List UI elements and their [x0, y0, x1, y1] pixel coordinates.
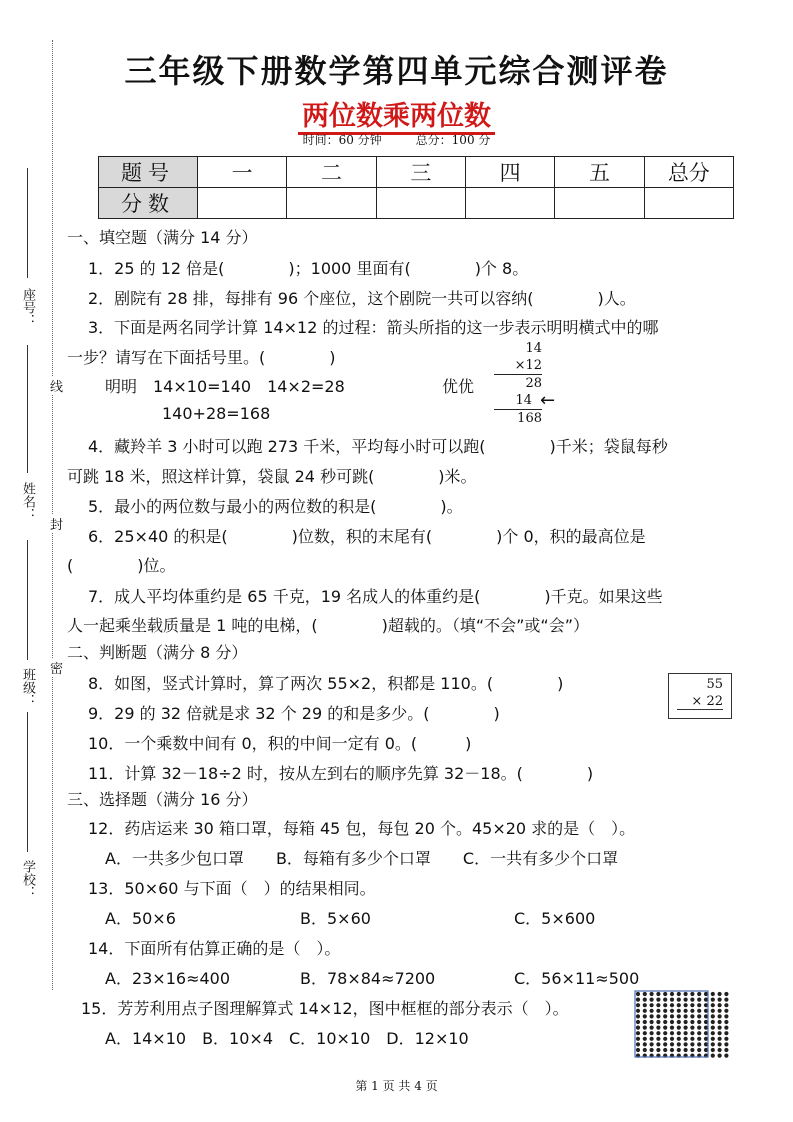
- dot: [663, 1009, 667, 1013]
- dot: [690, 1037, 694, 1041]
- dot: [690, 1003, 694, 1007]
- dot: [711, 1054, 715, 1058]
- dot: [718, 1037, 722, 1041]
- dot: [663, 1003, 667, 1007]
- score-table-header-row: [99, 157, 734, 188]
- score-row-label: 分数: [99, 188, 198, 219]
- exam-total: 总分：100 分: [415, 133, 491, 147]
- dot: [656, 1037, 660, 1041]
- dot: [663, 992, 667, 996]
- dot: [697, 1003, 701, 1007]
- dot-array-figure: [634, 990, 734, 1060]
- dot: [724, 1009, 728, 1013]
- dot: [670, 1042, 674, 1046]
- dot: [724, 998, 728, 1002]
- dot: [718, 1026, 722, 1030]
- dot: [677, 1009, 681, 1013]
- binding-mark-seal: 封: [50, 514, 63, 533]
- exam-time: 时间：60 分钟: [302, 133, 382, 147]
- dot: [650, 1014, 654, 1018]
- score-table-score-row: [99, 188, 734, 219]
- dot: [636, 1020, 640, 1024]
- dot: [643, 1020, 647, 1024]
- dot: [677, 992, 681, 996]
- vertical-calculation-14x12: [494, 340, 542, 427]
- dot: [718, 1003, 722, 1007]
- question-5: 5．最小的两位数与最小的两位数的积是( )。: [88, 497, 463, 516]
- dot: [684, 1014, 688, 1018]
- dot: [697, 1020, 701, 1024]
- subtitle-text: 两位数乘两位数: [298, 101, 495, 135]
- dot: [711, 1020, 715, 1024]
- dot: [677, 1031, 681, 1035]
- dot: [724, 1048, 728, 1052]
- question-10: 10．一个乘数中间有 0，积的中间一定有 0。( ): [88, 734, 472, 753]
- dot: [711, 1014, 715, 1018]
- score-cell-4: 四: [465, 157, 554, 188]
- dot: [711, 1037, 715, 1041]
- dot: [670, 1037, 674, 1041]
- dot: [684, 1003, 688, 1007]
- dot: [670, 1014, 674, 1018]
- dot: [663, 1031, 667, 1035]
- question-15: 15．芳芳利用点子图理解算式 14×12，图中框框的部分表示（ ）。: [81, 999, 569, 1018]
- dot: [711, 1026, 715, 1030]
- question-4-line1: 4．藏羚羊 3 小时可以跑 273 千米，平均每小时可以跑( )千米；袋鼠每秒: [88, 437, 668, 456]
- dot: [636, 1014, 640, 1018]
- question-3-line1: 3．下面是两名同学计算 14×12 的过程：箭头所指的这一步表示明明横式中的哪: [88, 318, 659, 337]
- dot: [663, 1026, 667, 1030]
- dot: [650, 1042, 654, 1046]
- dot: [684, 992, 688, 996]
- question-14-option-a[interactable]: A．23×16≈400: [105, 969, 231, 988]
- calc-line-2: ×12: [494, 357, 542, 375]
- seat-fill-line[interactable]: [27, 168, 28, 278]
- dot: [656, 1042, 660, 1046]
- dot: [636, 1031, 640, 1035]
- dot: [690, 1031, 694, 1035]
- dot: [690, 1020, 694, 1024]
- score-cell-2: 二: [287, 157, 376, 188]
- page-footer: 第 1 页 共 4 页: [355, 1079, 438, 1093]
- dot: [663, 1020, 667, 1024]
- dot: [656, 1026, 660, 1030]
- dot: [677, 1037, 681, 1041]
- dot: [718, 1042, 722, 1046]
- dot: [677, 1048, 681, 1052]
- dot: [697, 992, 701, 996]
- dot: [697, 1031, 701, 1035]
- score-cell-label: 题号: [99, 157, 198, 188]
- score-cell-total: 总分: [644, 157, 733, 188]
- dot: [643, 1009, 647, 1013]
- section3-title: 三、选择题（满分 16 分）: [67, 790, 258, 809]
- dot: [656, 1014, 660, 1018]
- question-14: 14．下面所有估算正确的是（ ）。: [88, 939, 341, 958]
- dot: [636, 1009, 640, 1013]
- dot: [711, 992, 715, 996]
- left-arrow-icon: ←: [540, 390, 556, 411]
- dot: [724, 1003, 728, 1007]
- dot: [718, 1048, 722, 1052]
- question-13-option-c[interactable]: C．5×600: [514, 909, 596, 928]
- dot: [690, 998, 694, 1002]
- dot: [724, 1054, 728, 1058]
- seat-label: 座号：: [20, 288, 35, 327]
- dot: [636, 1042, 640, 1046]
- dot: [724, 1031, 728, 1035]
- dot: [670, 1009, 674, 1013]
- dot: [718, 1009, 722, 1013]
- question-3-mingming: 明明 14×10=140 14×2=28: [105, 377, 345, 396]
- dot: [724, 1020, 728, 1024]
- dot: [670, 1048, 674, 1052]
- dot: [650, 1009, 654, 1013]
- question-13-option-a[interactable]: A．50×6: [105, 909, 176, 928]
- dot: [636, 992, 640, 996]
- dot: [636, 1003, 640, 1007]
- question-14-option-c[interactable]: C．56×11≈500: [514, 969, 640, 988]
- binding-mark-secret: 密: [50, 658, 63, 677]
- dot: [656, 1009, 660, 1013]
- dot: [670, 1020, 674, 1024]
- dot: [670, 998, 674, 1002]
- dot: [690, 992, 694, 996]
- dot: [718, 1014, 722, 1018]
- dot: [697, 1014, 701, 1018]
- exam-meta: [0, 131, 793, 148]
- dot: [690, 1048, 694, 1052]
- dot: [643, 1003, 647, 1007]
- question-8: 8．如图，竖式计算时，算了两次 55×2，积都是 110。( ): [88, 674, 564, 693]
- dot: [690, 1009, 694, 1013]
- dot: [684, 1009, 688, 1013]
- page-subtitle: [0, 94, 793, 133]
- dot: [711, 1003, 715, 1007]
- class-label: 班级：: [20, 668, 35, 707]
- dot: [724, 1014, 728, 1018]
- dot: [643, 1031, 647, 1035]
- question-14-option-b[interactable]: B．78×84≈7200: [300, 969, 436, 988]
- score-input-2[interactable]: [287, 188, 376, 219]
- dot: [711, 1031, 715, 1035]
- dot: [684, 1026, 688, 1030]
- dot: [711, 998, 715, 1002]
- calc-line-1: 14: [525, 341, 542, 356]
- calc-line-5: 168: [517, 411, 542, 426]
- question-11: 11．计算 32－18÷2 时，按从左到右的顺序先算 32－18。( ): [88, 764, 594, 783]
- dot: [697, 998, 701, 1002]
- dot: [663, 998, 667, 1002]
- dot: [670, 1003, 674, 1007]
- question-9: 9．29 的 32 倍就是求 32 个 29 的和是多少。( ): [88, 704, 500, 723]
- dot: [636, 1026, 640, 1030]
- dot: [643, 1037, 647, 1041]
- dot: [643, 1048, 647, 1052]
- dot: [697, 1048, 701, 1052]
- dot: [650, 1020, 654, 1024]
- dot: [656, 1003, 660, 1007]
- dot: [718, 1031, 722, 1035]
- name-fill-line[interactable]: [27, 345, 28, 473]
- dot: [684, 1031, 688, 1035]
- dot: [663, 1037, 667, 1041]
- score-table: [98, 156, 734, 219]
- dot: [711, 1048, 715, 1052]
- figure-line-1: 55: [706, 677, 723, 692]
- question-6-line1: 6．25×40 的积是( )位数，积的末尾有( )个 0，积的最高位是: [88, 527, 646, 546]
- dot: [656, 1031, 660, 1035]
- dot: [690, 1026, 694, 1030]
- dot: [724, 1042, 728, 1046]
- score-input-1[interactable]: [198, 188, 287, 219]
- question-3-mingming-step2: 140+28=168: [162, 404, 271, 423]
- class-fill-line[interactable]: [27, 540, 28, 660]
- dot: [684, 1048, 688, 1052]
- section1-title: 一、填空题（满分 14 分）: [67, 228, 258, 247]
- dot: [697, 1037, 701, 1041]
- question-8-figure: [668, 673, 732, 719]
- question-12-options: A．一共多少包口罩 B．每箱有多少个口罩 C．一共有多少个口罩: [105, 849, 619, 868]
- calc-line-4: 14: [494, 392, 542, 410]
- dot: [677, 998, 681, 1002]
- section2-title: 二、判断题（满分 8 分）: [67, 643, 248, 662]
- dot: [718, 1054, 722, 1058]
- dot: [718, 992, 722, 996]
- calc-line-3: 28: [525, 376, 542, 391]
- dot: [636, 1037, 640, 1041]
- dot: [656, 992, 660, 996]
- figure-line-2: × 22: [677, 694, 723, 710]
- dot: [697, 1026, 701, 1030]
- dot: [677, 1003, 681, 1007]
- name-label: 姓名：: [20, 482, 35, 521]
- dot: [656, 1048, 660, 1052]
- score-cell-3: 三: [376, 157, 465, 188]
- question-13: 13．50×60 与下面（ ）的结果相同。: [88, 879, 376, 898]
- question-7-line1: 7．成人平均体重约是 65 千克，19 名成人的体重约是( )千克。如果这些: [88, 587, 663, 606]
- dot: [643, 1042, 647, 1046]
- dot: [650, 1026, 654, 1030]
- dot: [656, 998, 660, 1002]
- dot: [650, 992, 654, 996]
- school-fill-line[interactable]: [27, 712, 28, 852]
- dot: [670, 1031, 674, 1035]
- dot: [677, 1026, 681, 1030]
- question-1: 1．25 的 12 倍是( )；1000 里面有( )个 8。: [88, 259, 529, 278]
- dot: [670, 1026, 674, 1030]
- dot: [677, 1042, 681, 1046]
- dot: [663, 1042, 667, 1046]
- question-4-line2: 可跳 18 米，照这样计算，袋鼠 24 秒可跳( )米。: [67, 467, 477, 486]
- score-input-4[interactable]: [465, 188, 554, 219]
- dot: [677, 1014, 681, 1018]
- dot: [718, 1020, 722, 1024]
- dot: [663, 1048, 667, 1052]
- dot: [690, 1042, 694, 1046]
- dot: [650, 1031, 654, 1035]
- dot: [636, 1048, 640, 1052]
- dot: [697, 1009, 701, 1013]
- dot: [663, 1014, 667, 1018]
- question-6-line2: ( )位。: [67, 556, 176, 575]
- question-2: 2．剧院有 28 排，每排有 96 个座位，这个剧院一共可以容纳( )人。: [88, 289, 636, 308]
- dot-grid: [636, 992, 729, 1058]
- dot: [684, 1042, 688, 1046]
- question-15-options: A．14×10 B．10×4 C．10×10 D．12×10: [105, 1029, 469, 1048]
- dot: [656, 1020, 660, 1024]
- dot: [684, 998, 688, 1002]
- score-input-5[interactable]: [555, 188, 644, 219]
- question-12: 12．药店运来 30 箱口罩，每箱 45 包，每包 20 个。45×20 求的是（ ）。: [88, 819, 636, 838]
- dot: [724, 992, 728, 996]
- dot: [650, 998, 654, 1002]
- dot: [684, 1037, 688, 1041]
- score-cell-5: 五: [555, 157, 644, 188]
- dot: [690, 1014, 694, 1018]
- dot: [711, 1009, 715, 1013]
- dot: [643, 992, 647, 996]
- question-3-youyou: 优优: [442, 377, 475, 396]
- dot: [724, 1037, 728, 1041]
- dot: [697, 1042, 701, 1046]
- score-input-total[interactable]: [644, 188, 733, 219]
- score-cell-1: 一: [198, 157, 287, 188]
- dot: [643, 998, 647, 1002]
- dot: [670, 992, 674, 996]
- question-7-line2: 人一起乘坐载质量是 1 吨的电梯，( )超载的。（填“不会”或“会”）: [67, 616, 589, 635]
- dot: [643, 1014, 647, 1018]
- dot: [650, 1003, 654, 1007]
- dot: [711, 1042, 715, 1046]
- dot: [650, 1048, 654, 1052]
- question-3-line2: 一步？请写在下面括号里。( ): [67, 348, 336, 367]
- dot: [650, 1037, 654, 1041]
- dot: [677, 1020, 681, 1024]
- dot: [636, 998, 640, 1002]
- page-title: 三年级下册数学第四单元综合测评卷: [124, 52, 669, 90]
- dot: [684, 1020, 688, 1024]
- dot: [718, 998, 722, 1002]
- dot: [643, 1026, 647, 1030]
- score-input-3[interactable]: [376, 188, 465, 219]
- dot: [724, 1026, 728, 1030]
- question-13-option-b[interactable]: B．5×60: [300, 909, 371, 928]
- binding-mark-line: 线: [50, 376, 63, 395]
- school-label: 学校：: [20, 860, 35, 899]
